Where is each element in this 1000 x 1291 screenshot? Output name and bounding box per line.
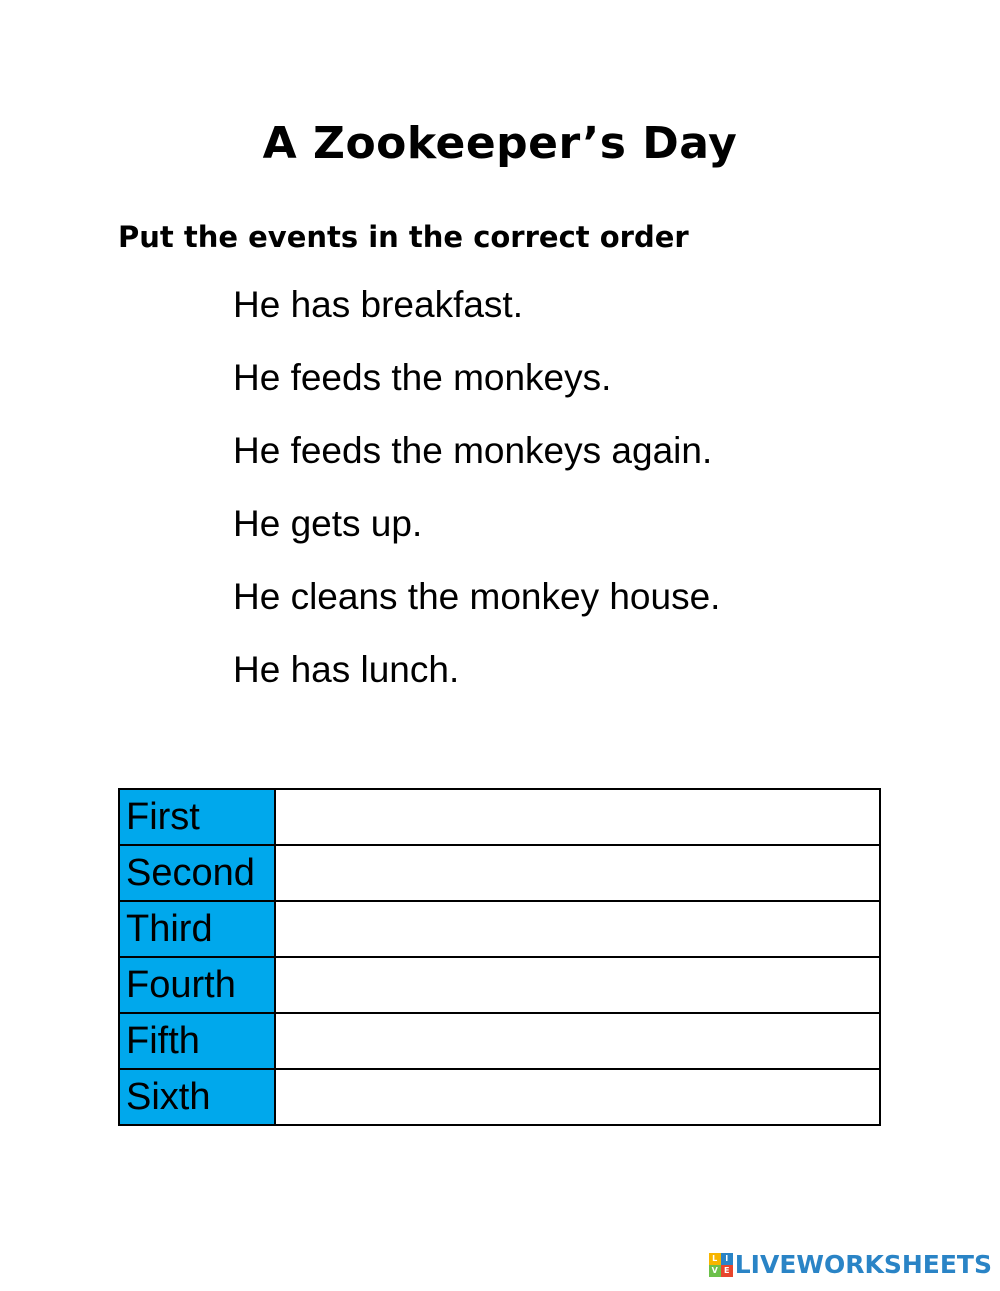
- events-list: [233, 280, 720, 718]
- answer-box-sixth[interactable]: [275, 1069, 880, 1125]
- event-item: He gets up.: [233, 503, 423, 544]
- table-row: [119, 845, 880, 901]
- brand-name: LIVEWORKSHEETS: [734, 1250, 992, 1279]
- logo-letter: E: [721, 1265, 733, 1277]
- table-row: [119, 789, 880, 845]
- table-row: [119, 1069, 880, 1125]
- event-item: He has breakfast.: [233, 284, 523, 325]
- liveworksheets-logo-icon: [709, 1253, 733, 1277]
- logo-letter: L: [709, 1253, 721, 1265]
- event-item: He feeds the monkeys.: [233, 357, 612, 398]
- order-label-fourth: Fourth: [119, 957, 275, 1013]
- logo-letter: I: [721, 1253, 733, 1265]
- logo-letter: V: [709, 1265, 721, 1277]
- event-item: He has lunch.: [233, 649, 460, 690]
- order-table: [118, 788, 881, 1126]
- table-row: [119, 1013, 880, 1069]
- order-label-third: Third: [119, 901, 275, 957]
- event-item: He cleans the monkey house.: [233, 576, 721, 617]
- liveworksheets-brand: [709, 1250, 992, 1279]
- order-label-first: First: [119, 789, 275, 845]
- answer-box-fifth[interactable]: [275, 1013, 880, 1069]
- answer-box-first[interactable]: [275, 789, 880, 845]
- answer-box-fourth[interactable]: [275, 957, 880, 1013]
- answer-box-third[interactable]: [275, 901, 880, 957]
- order-label-fifth: Fifth: [119, 1013, 275, 1069]
- order-label-sixth: Sixth: [119, 1069, 275, 1125]
- order-label-second: Second: [119, 845, 275, 901]
- instruction-text: Put the events in the correct order: [118, 220, 689, 254]
- answer-box-second[interactable]: [275, 845, 880, 901]
- event-item: He feeds the monkeys again.: [233, 430, 713, 471]
- table-row: [119, 901, 880, 957]
- table-row: [119, 957, 880, 1013]
- worksheet-title: A Zookeeper’s Day: [262, 118, 738, 169]
